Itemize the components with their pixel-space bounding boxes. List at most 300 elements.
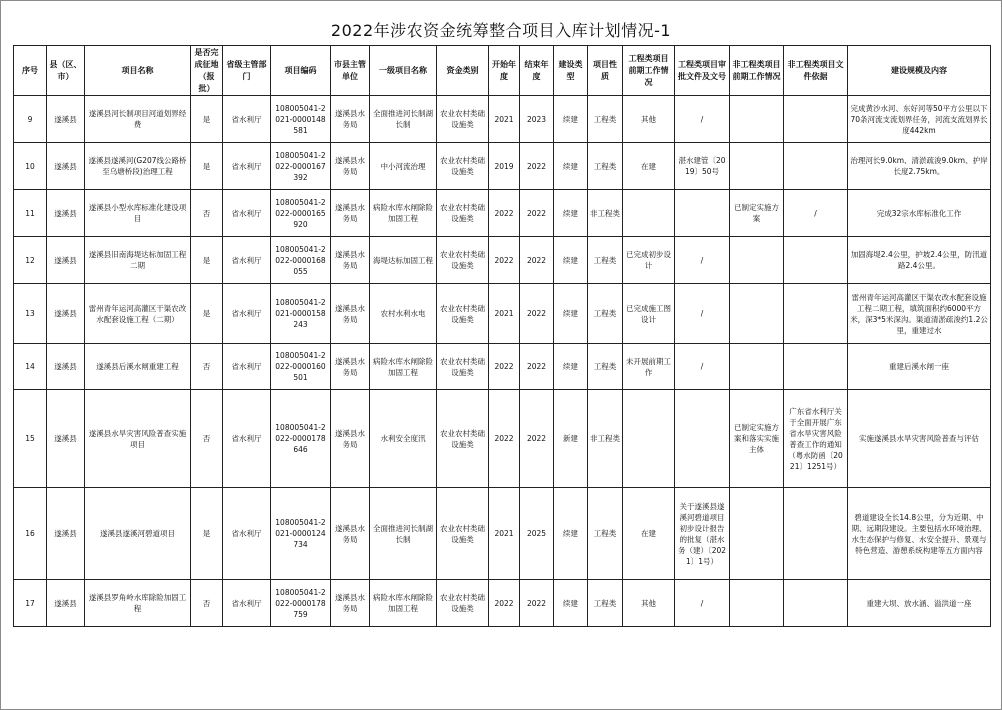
table-cell [520,344,554,390]
cell-text: 2022 [494,208,514,218]
cell-text: 遂溪县水务局 [335,428,365,449]
cell-text: 否 [202,434,211,443]
cell-text: 2022 [494,255,514,265]
column-header: 是否完成征地（报批） [191,46,223,96]
table-cell [489,390,520,488]
cell-text: 省水利厅 [231,114,262,124]
table-cell [848,284,991,344]
table-cell [554,143,588,190]
table-cell [489,580,520,627]
table-cell [675,344,730,390]
table-cell [623,237,675,284]
table-cell [437,580,489,627]
table-cell [271,143,331,190]
cell-text: 全面推进河长制湖长制 [373,109,433,129]
column-header: 工程类项目前期工作情况 [623,46,675,96]
table-cell [848,580,991,627]
cell-text: 省水利厅 [231,255,262,265]
table-cell [370,190,437,237]
cell-text: 非工程类 [590,208,620,218]
cell-text: 遂溪县旧南海堤达标加固工程二期 [88,250,187,270]
table-cell [554,390,588,488]
cell-text: 水利安全度汛 [380,434,426,443]
table-cell [784,284,848,344]
table-cell [370,390,437,488]
table-cell [85,390,191,488]
table-cell [588,390,623,488]
cell-text: 遂溪县 [54,255,77,265]
cell-text: 遂溪县 [54,598,77,608]
column-header: 非工程类项目前期工作情况 [730,46,784,96]
table-cell [554,284,588,344]
cell-text: 工程类 [593,529,617,538]
table-cell [623,96,675,143]
table-cell [85,284,191,344]
cell-text: 遂溪县水务局 [335,203,365,223]
table-cell [85,488,191,580]
table-cell [47,237,85,284]
table-cell [47,96,85,143]
column-header: 工程类项目审批文件及文号 [675,46,730,96]
cell-text: 省水利厅 [231,598,262,608]
table-row [14,580,991,627]
cell-text: 完成黄沙水河、东好河等50平方公里以下70条河流支流划界任务，河流支流划界长度442km [850,103,988,135]
cell-text: 遂溪县水务局 [335,156,365,176]
cell-text: 农村水利水电 [380,309,426,318]
cell-text: 遂溪县水务局 [335,523,365,544]
cell-text: 病险水库水闸除险加固工程 [373,203,433,223]
cell-text: 非工程类 [590,434,620,443]
cell-text: 是 [202,309,211,318]
table-cell [271,190,331,237]
cell-text: 已完成施工图设计 [626,303,671,324]
table-cell [85,96,191,143]
table-cell [331,390,370,488]
cell-text: 农业农村类础设施类 [440,523,485,544]
cell-text: 遂溪县 [54,114,77,124]
table-cell [437,143,489,190]
cell-text: 2022 [526,434,547,443]
table-cell [331,96,370,143]
cell-text: 续建 [563,208,578,218]
cell-text: 湛水建管〔2019〕50号 [678,156,726,176]
column-header: 县（区、市） [47,46,85,96]
table-cell [588,284,623,344]
table-cell [437,390,489,488]
cell-text: 2022 [526,309,547,318]
table-cell [554,488,588,580]
table-cell [437,237,489,284]
cell-text: 其他 [641,114,656,124]
table-cell [848,143,991,190]
cell-text: 续建 [563,114,578,124]
table-cell [191,580,223,627]
table-cell [784,344,848,390]
table-cell [520,143,554,190]
table-cell [14,390,47,488]
cell-text: 遂溪县 [54,208,77,218]
table-cell [520,390,554,488]
table-cell [223,344,271,390]
cell-text: 遂溪县遂溪河碧道项目 [100,529,175,538]
table-cell [489,143,520,190]
cell-text: 11 [25,208,35,218]
table-cell [47,190,85,237]
cell-text: 2022 [526,255,547,265]
cell-text: 已制定实施方案 [734,203,779,223]
table-cell [730,96,784,143]
cell-text: 否 [202,598,211,608]
table-cell [588,488,623,580]
cell-text: 省水利厅 [231,208,262,218]
cell-text: 2021 [494,114,514,124]
table-cell [47,284,85,344]
cell-text: 108005041-2022-0000160501 [275,351,326,382]
table-cell [331,190,370,237]
table-cell [675,390,730,488]
table-cell [271,96,331,143]
cell-text: 遂溪县水务局 [335,109,365,129]
cell-text: 2022 [526,598,547,608]
table-cell [85,237,191,284]
table-row [14,390,991,488]
column-header: 项目性质 [588,46,623,96]
table-cell [437,284,489,344]
cell-text: 9 [27,114,33,124]
cell-text: 遂溪县小型水库标准化建设项目 [88,203,187,223]
table-cell [370,96,437,143]
cell-text: 17 [25,598,35,608]
cell-text: 15 [25,434,35,443]
cell-text: 未开展前期工作 [626,356,671,377]
table-cell [588,580,623,627]
table-cell [47,143,85,190]
table-cell [223,580,271,627]
cell-text: 省水利厅 [231,362,262,371]
column-header: 结束年度 [520,46,554,96]
cell-text: 工程类 [593,114,617,124]
cell-text: 108005041-2021-0000148581 [275,103,326,135]
table-cell [848,344,991,390]
cell-text: 是 [202,114,211,124]
table-cell [47,344,85,390]
table-row [14,344,991,390]
cell-text: / [700,598,704,608]
cell-text: 工程类 [593,309,617,318]
table-cell [271,580,331,627]
table-cell [489,284,520,344]
cell-text: 新建 [563,434,578,443]
table-cell [588,237,623,284]
table-cell [331,580,370,627]
table-cell [14,488,47,580]
cell-text: 工程类 [593,362,617,371]
table-row [14,190,991,237]
cell-text: 农业农村类础设施类 [440,109,485,129]
table-cell [489,190,520,237]
cell-text: 否 [202,208,211,218]
cell-text: / [700,362,704,371]
cell-text: 108005041-2022-0000178759 [275,587,326,619]
cell-text: 农业农村类础设施类 [440,250,485,270]
cell-text: 遂溪县 [54,434,77,443]
cell-text: 2022 [526,362,547,371]
cell-text: 续建 [563,529,578,538]
table-cell [223,143,271,190]
table-cell [437,96,489,143]
table-cell [520,488,554,580]
cell-text: 省水利厅 [231,434,262,443]
cell-text: 是 [202,529,211,538]
cell-text: 2022 [494,434,514,443]
table-cell [675,284,730,344]
table-cell [223,96,271,143]
cell-text: 遂溪县河长制项目河道划界经费 [88,109,187,129]
table-cell [85,344,191,390]
table-cell [271,390,331,488]
table-cell [675,143,730,190]
table-cell [191,284,223,344]
table-cell [85,580,191,627]
cell-text: 农业农村类础设施类 [440,356,485,377]
table-cell [370,344,437,390]
table-cell [675,488,730,580]
cell-text: 遂溪县水旱灾害风险普查实施项目 [88,428,187,449]
table-cell [730,237,784,284]
table-cell [489,488,520,580]
table-cell [85,190,191,237]
table-cell [14,96,47,143]
cell-text: 治理河长9.0km、清淤疏浚9.0km、护岸长度2.75km。 [850,156,988,176]
column-header: 省级主管部门 [223,46,271,96]
table-cell [623,580,675,627]
cell-text: 是 [202,161,211,171]
cell-text: 108005041-2022-0000167392 [275,150,326,182]
table-cell [191,143,223,190]
cell-text: 省水利厅 [231,529,262,538]
table-row [14,143,991,190]
table-cell [784,96,848,143]
table-cell [331,143,370,190]
table-cell [191,488,223,580]
table-cell [588,344,623,390]
cell-text: 中小河流治理 [380,161,426,171]
table-cell [554,580,588,627]
table-cell [370,237,437,284]
cell-text: 工程类 [593,598,617,608]
cell-text: 雷州青年运河高灌区干渠农改水配套设施工程二期工程，填筑面积约6000平方米，深3*5米深沟。渠道清淤疏浚约1.2公里，重建过水 [850,292,988,335]
cell-text: 遂溪县水务局 [335,303,365,324]
cell-text: 续建 [563,255,578,265]
column-header: 序号 [14,46,47,96]
table-cell [271,344,331,390]
table-row [14,284,991,344]
table-cell [848,190,991,237]
cell-text: 雷州青年运河高灌区干渠农改水配套设施工程（二期） [88,303,187,324]
cell-text: 重建后溪水闸一座 [889,362,949,371]
cell-text: 108005041-2021-0000158243 [275,298,326,329]
cell-text: 遂溪县 [54,161,77,171]
table-cell [588,190,623,237]
table-cell [191,344,223,390]
table-cell [730,344,784,390]
table-cell [730,284,784,344]
cell-text: 2019 [494,161,514,171]
table-cell [623,344,675,390]
table-cell [191,96,223,143]
cell-text: / [700,114,704,124]
cell-text: 农业农村类础设施类 [440,203,485,223]
table-cell [331,344,370,390]
table-cell [848,488,991,580]
table-cell [554,344,588,390]
cell-text: 2025 [526,529,547,538]
table-cell [623,488,675,580]
table-cell [623,390,675,488]
table-cell [848,96,991,143]
cell-text: 在建 [641,529,656,538]
table-cell [14,284,47,344]
cell-text: 2022 [494,362,514,371]
cell-text: 关于遂溪县遂溪河碧道项目初步设计报告的批复（湛水务（建）〔2021〕1号） [677,501,727,566]
table-cell [331,488,370,580]
column-header: 一级项目名称 [370,46,437,96]
table-cell [271,488,331,580]
table-cell [331,284,370,344]
table-cell [730,390,784,488]
table-cell [554,96,588,143]
table-cell [675,580,730,627]
cell-text: 病险水库水闸除险加固工程 [373,593,433,613]
cell-text: 14 [25,362,35,371]
cell-text: 2022 [526,161,547,171]
table-cell [437,190,489,237]
table-cell [223,284,271,344]
page-title: 2022年涉农资金统筹整合项目入库计划情况-1 [330,21,672,40]
table-cell [331,237,370,284]
table-cell [623,284,675,344]
table-row [14,488,991,580]
project-plan-table [13,45,991,627]
table-cell [437,488,489,580]
cell-text: 农业农村类础设施类 [440,428,485,449]
cell-text: 加固海堤2.4公里，护坡2.4公里，防汛道路2.4公里。 [850,250,988,270]
table-cell [223,237,271,284]
cell-text: 遂溪县 [54,362,77,371]
table-cell [588,143,623,190]
table-cell [730,190,784,237]
cell-text: 重建大坝、放水涵、溢洪道一座 [866,598,972,608]
cell-text: 16 [25,529,35,538]
table-cell [675,96,730,143]
cell-text: 2021 [494,529,514,538]
cell-text: 遂溪县水务局 [335,356,365,377]
cell-text: 完成32宗水库标准化工作 [876,208,962,218]
column-header: 市县主管单位 [331,46,370,96]
table-cell [14,143,47,190]
cell-text: 遂溪县 [54,529,77,538]
cell-text: 续建 [563,161,578,171]
cell-text: 在建 [641,161,656,171]
cell-text: 遂溪县罗角岭水库除险加固工程 [88,593,187,613]
cell-text: 已制定实施方案和落实实施主体 [734,423,779,454]
cell-text: 遂溪县遂溪河(G207线公路桥至乌塘桥段)治理工程 [88,156,187,176]
cell-text: 遂溪县后溪水闸重建工程 [96,362,179,371]
cell-text: 海堤达标加固工程 [373,255,433,265]
cell-text: 续建 [563,598,578,608]
column-header: 资金类别 [437,46,489,96]
table-header-row [14,46,991,96]
table-cell [489,344,520,390]
cell-text: 实施遂溪县水旱灾害风险普查与评估 [859,434,979,443]
table-cell [848,390,991,488]
cell-text: 遂溪县水务局 [335,593,365,613]
cell-text: 10 [25,161,35,171]
table-cell [730,488,784,580]
table-cell [370,488,437,580]
table-cell [47,488,85,580]
cell-text: 省水利厅 [231,309,262,318]
cell-text: 2022 [494,598,514,608]
table-cell [588,96,623,143]
cell-text: 13 [25,309,35,318]
cell-text: 广东省水利厅关于全面开展广东省水旱灾害风险普查工作的通知（粤水防函〔2021〕1251号） [788,406,843,471]
table-cell [730,143,784,190]
cell-text: 遂溪县 [54,309,77,318]
table-row [14,237,991,284]
table-cell [554,237,588,284]
cell-text: 已完成初步设计 [626,250,671,270]
cell-text: 2023 [526,114,547,124]
cell-text: 是 [202,255,211,265]
cell-text: 108005041-2022-0000168055 [275,244,326,276]
table-cell [623,190,675,237]
column-header: 建设类型 [554,46,588,96]
table-cell [223,190,271,237]
column-header: 开始年度 [489,46,520,96]
table-cell [370,143,437,190]
table-cell [520,284,554,344]
table-cell [784,580,848,627]
table-cell [489,96,520,143]
table-cell [14,237,47,284]
table-cell [370,580,437,627]
table-cell [47,580,85,627]
table-cell [848,237,991,284]
cell-text: 农业农村类础设施类 [440,156,485,176]
cell-text: 病险水库水闸除险加固工程 [373,356,433,377]
cell-text: / [700,309,704,318]
table-cell [623,143,675,190]
table-cell [784,390,848,488]
cell-text: 12 [25,255,35,265]
table-cell [223,488,271,580]
cell-text: 108005041-2022-0000178646 [275,423,326,454]
table-row [14,96,991,143]
column-header: 项目编码 [271,46,331,96]
table-cell [675,237,730,284]
cell-text: 农业农村类础设施类 [440,303,485,324]
table-cell [520,237,554,284]
table-cell [520,96,554,143]
table-cell [14,190,47,237]
cell-text: 工程类 [593,161,617,171]
table-cell [191,190,223,237]
cell-text: 108005041-2022-0000165920 [275,197,326,229]
cell-text: 省水利厅 [231,161,262,171]
table-cell [14,344,47,390]
cell-text: 2022 [526,208,547,218]
